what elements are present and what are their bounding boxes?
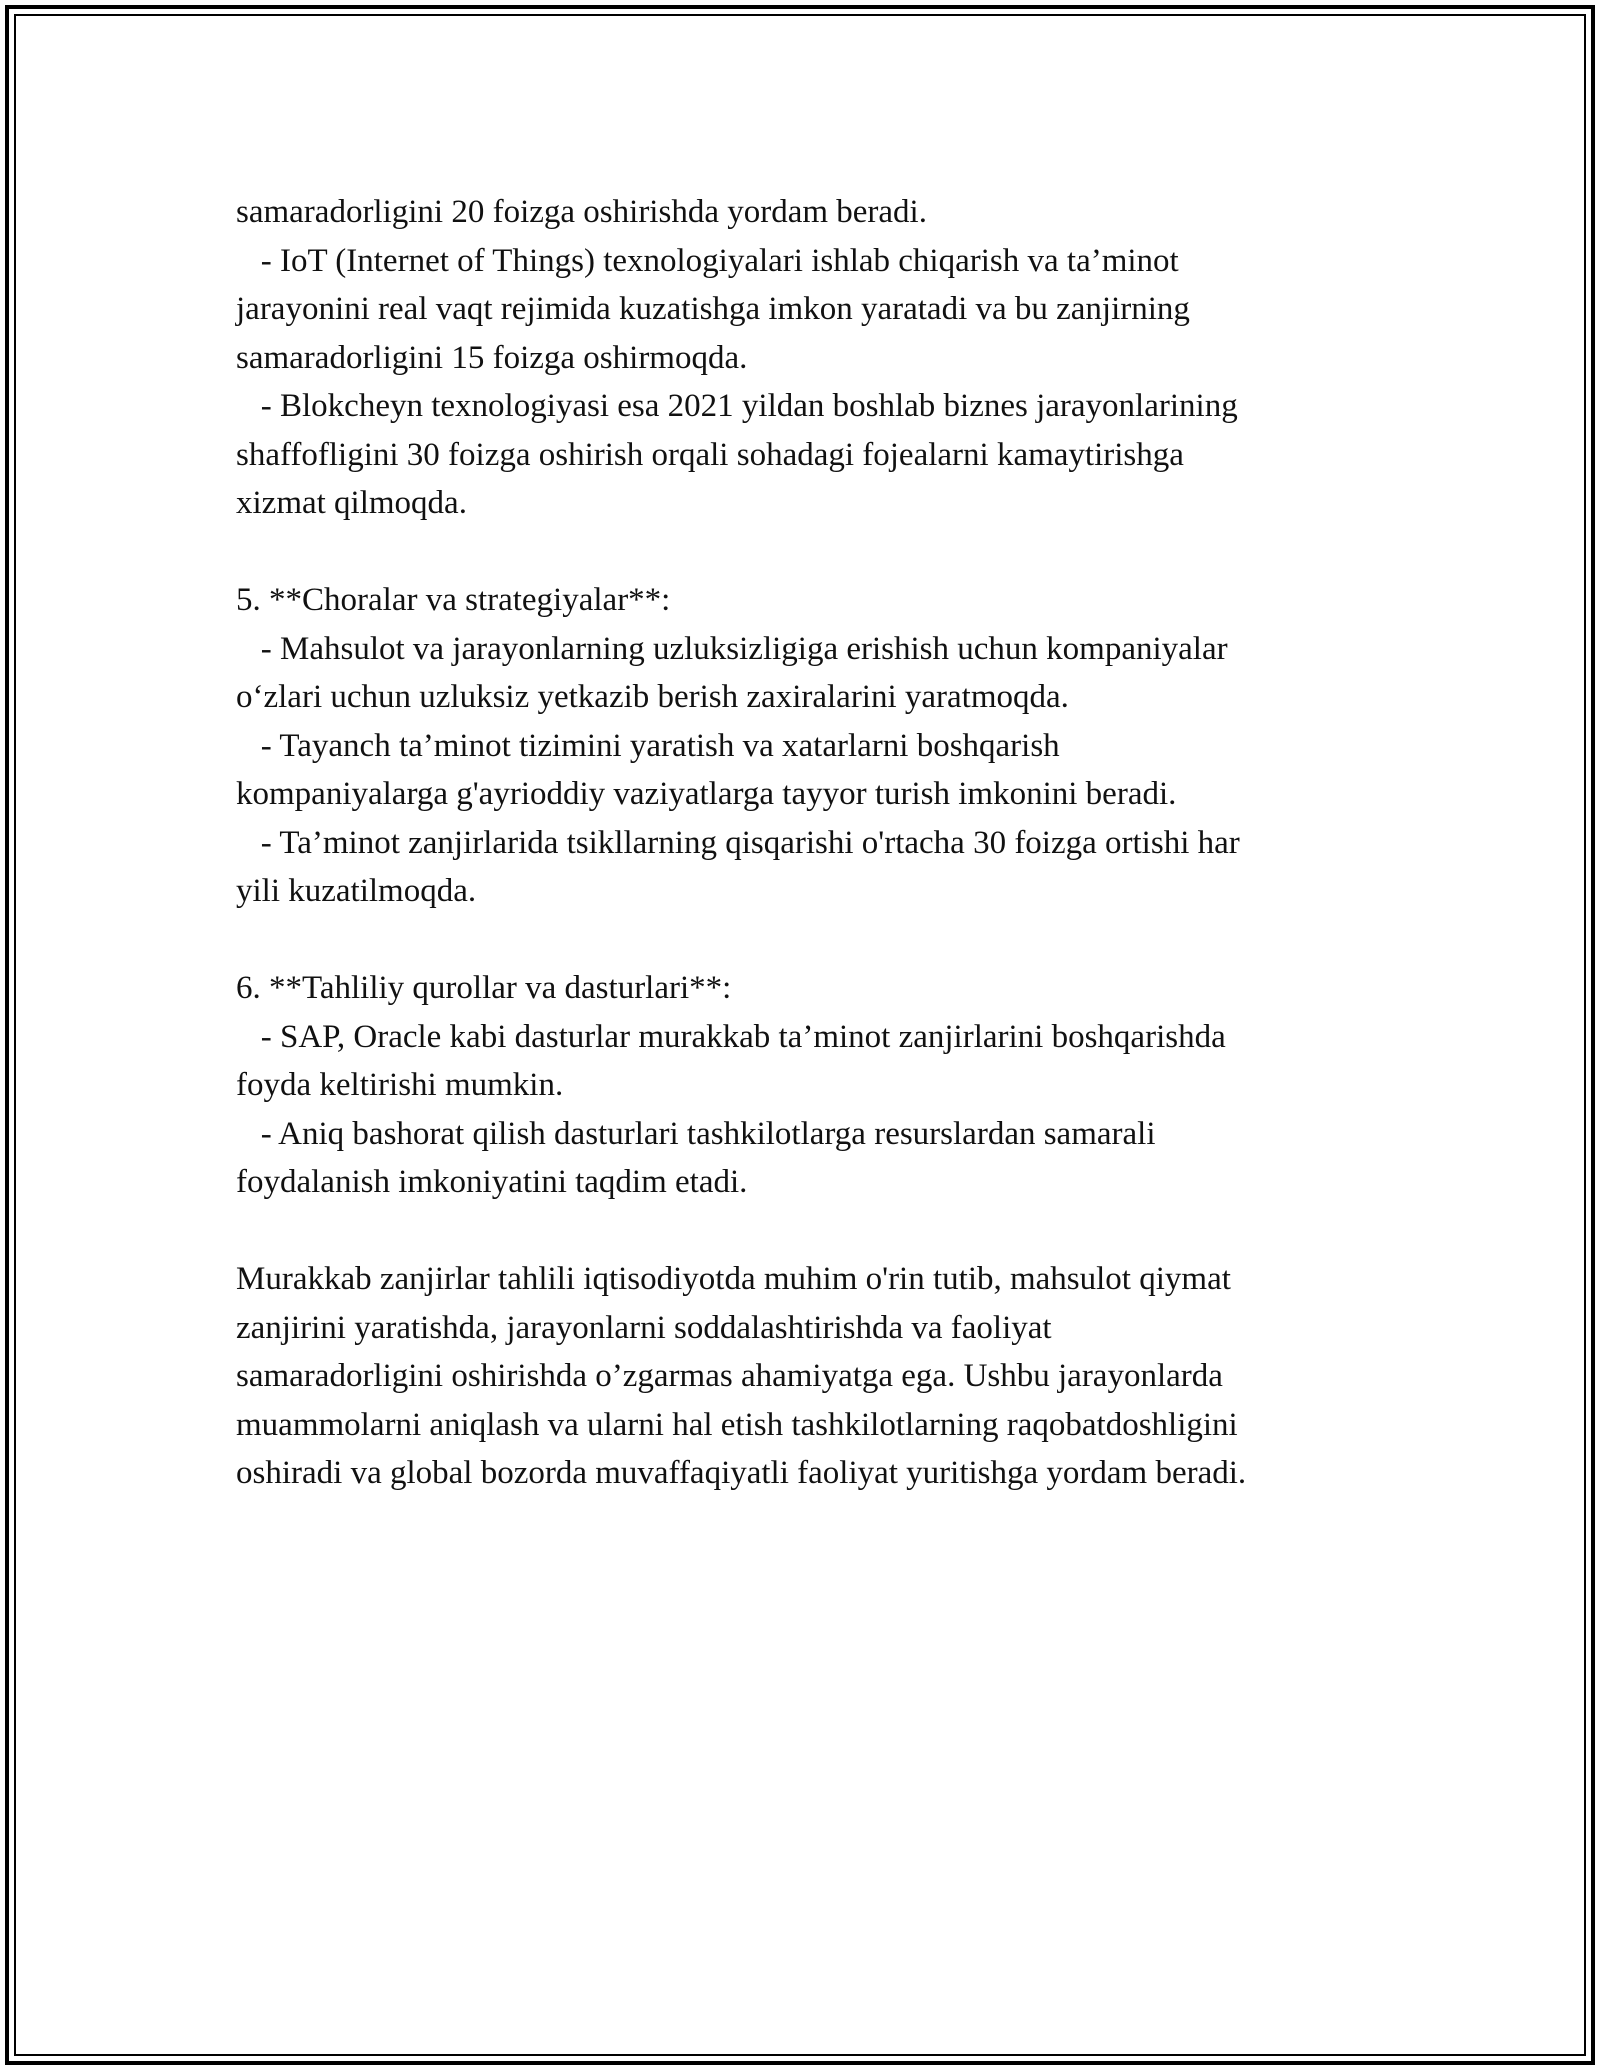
text-line: zanjirini yaratishda, jarayonlarni soddalashtirishda va faoliyat	[236, 1309, 1052, 1346]
text-line: o‘zlari uchun uzluksiz yetkazib berish zaxiralarini yaratmoqda.	[236, 679, 1069, 715]
section-heading: 6. **Tahliliy qurollar va dasturlari**:	[236, 970, 732, 1006]
text-line: muammolarni aniqlash va ularni hal etish tashkilotlarning raqobatdoshligini	[236, 1406, 1238, 1443]
text-line: kompaniyalarga g'ayrioddiy vaziyatlarga tayyor turish imkonini beradi.	[236, 776, 1177, 812]
text-line: foydalanish imkoniyatini taqdim etadi.	[236, 1164, 748, 1200]
text-line: Murakkab zanjirlar tahlili iqtisodiyotda muhim o'rin tutib, mahsulot qiymat	[236, 1261, 1231, 1297]
paragraph-technologies	[236, 188, 1386, 528]
text-line: - Aniq bashorat qilish dasturlari tashkilotlarga resurslardan samarali	[236, 1115, 1156, 1152]
text-line: shaffofligini 30 foizga oshirish orqali sohadagi fojealarni kamaytirishga	[236, 436, 1184, 473]
section-heading: 5. **Choralar va strategiyalar**:	[236, 582, 671, 618]
text-line: - SAP, Oracle kabi dasturlar murakkab ta’minot zanjirlarini boshqarishda	[236, 1018, 1226, 1055]
text-line: foyda keltirishi mumkin.	[236, 1067, 564, 1103]
text-line: - Blokcheyn texnologiyasi esa 2021 yildan boshlab biznes jarayonlarining	[236, 388, 1238, 424]
paragraph-spacer	[236, 1207, 1386, 1256]
text-line: - Ta’minot zanjirlarida tsikllarning qisqarishi o'rtacha 30 foizga ortishi har	[236, 824, 1240, 861]
text-line: jarayonini real vaqt rejimida kuzatishga imkon yaratadi va bu zanjirning	[236, 291, 1190, 327]
text-line: - Mahsulot va jarayonlarning uzluksizligiga erishish uchun kompaniyalar	[236, 630, 1228, 667]
paragraph-conclusion	[236, 1255, 1386, 1498]
paragraph-strategies	[236, 576, 1386, 916]
text-line: oshiradi va global bozorda muvaffaqiyatli faoliyat yuritishga yordam beradi.	[236, 1455, 1247, 1491]
text-line: samaradorligini 15 foizga oshirmoqda.	[236, 339, 748, 376]
text-line: samaradorligini oshirishda o’zgarmas ahamiyatga ega. Ushbu jarayonlarda	[236, 1358, 1223, 1394]
paragraph-spacer	[236, 528, 1386, 577]
text-line: yili kuzatilmoqda.	[236, 873, 477, 909]
paragraph-tools	[236, 964, 1386, 1207]
text-line: xizmat qilmoqda.	[236, 485, 467, 521]
text-line: samaradorligini 20 foizga oshirishda yordam beradi.	[236, 194, 927, 230]
text-line: - IoT (Internet of Things) texnologiyalari ishlab chiqarish va ta’minot	[236, 242, 1179, 279]
paragraph-spacer	[236, 916, 1386, 965]
document-body	[236, 188, 1386, 1498]
text-line: - Tayanch ta’minot tizimini yaratish va xatarlarni boshqarish	[236, 727, 1060, 764]
